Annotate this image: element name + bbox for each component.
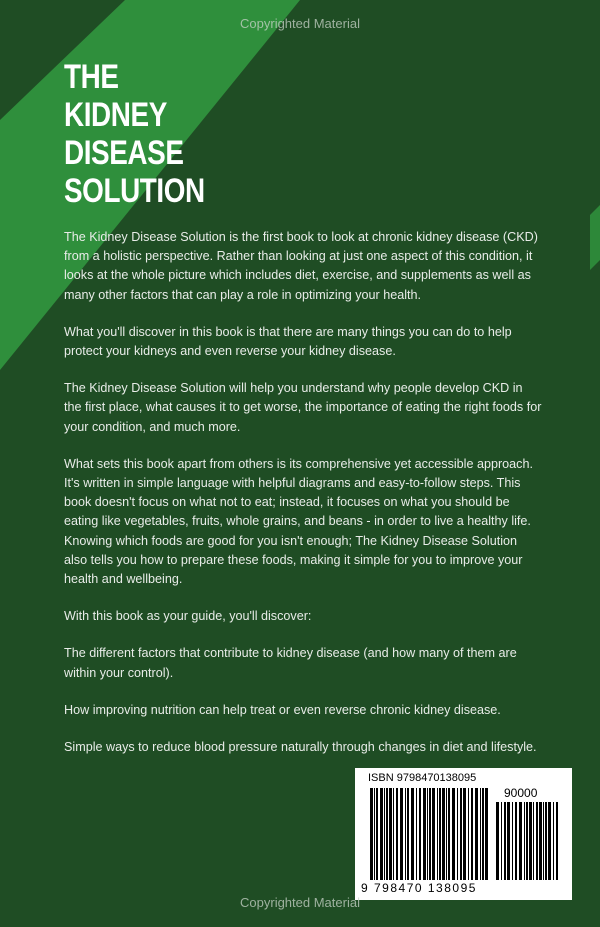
barcode-bar bbox=[452, 788, 455, 880]
barcode-bar bbox=[463, 788, 466, 880]
barcode-bar bbox=[457, 788, 458, 880]
price-code: 90000 bbox=[504, 786, 538, 800]
barcode-bar bbox=[526, 802, 528, 880]
barcode-bar bbox=[496, 802, 499, 880]
paragraph: The Kidney Disease Solution is the first book to look at chronic kidney disease (CKD) from a holistic perspective. Rather than looking at just one aspect of this condition, it looks at the whole picture which includes diet, exercise, and supplements as well as many other factors that can play a role in optimizing your health. bbox=[64, 230, 538, 302]
blurb-text bbox=[64, 228, 542, 775]
paragraph: Simple ways to reduce blood pressure naturally through changes in diet and lifestyle. bbox=[64, 740, 537, 755]
barcode-bar bbox=[471, 788, 473, 880]
book-title bbox=[64, 58, 205, 210]
barcode-bar bbox=[507, 802, 510, 880]
barcode-bar bbox=[376, 788, 378, 880]
barcode-bar bbox=[556, 802, 558, 880]
barcode-bar bbox=[475, 788, 478, 880]
barcode-bar bbox=[533, 802, 534, 880]
watermark-top: Copyrighted Material bbox=[240, 16, 360, 31]
barcode-bar bbox=[460, 788, 462, 880]
barcode-bar bbox=[485, 788, 488, 880]
barcode-bar bbox=[501, 802, 502, 880]
barcode-bar bbox=[374, 788, 375, 880]
title-line: THE bbox=[64, 58, 119, 96]
title-line: SOLUTION bbox=[64, 172, 205, 210]
barcode-bar bbox=[446, 788, 447, 880]
paragraph: What sets this book apart from others is its comprehensive yet accessible approach. It's written in simple language with helpful diagrams and easy-to-follow steps. This book doesn't focus on what not to eat; instead, it focuses on what you should be eating like vegetables, fruits, whole grains, and beans - in order to live a healthy life. Knowing which foods are good for you isn't enough; The Kidney Disease Solution also tells you how to prepare these foods, making it simple for you to improve your health and wellbeing. bbox=[64, 456, 533, 587]
barcode-bar bbox=[504, 802, 506, 880]
barcode-bar bbox=[545, 802, 547, 880]
barcode-bar bbox=[427, 788, 428, 880]
paragraph: The different factors that contribute to kidney disease (and how many of them are within your control). bbox=[64, 646, 517, 680]
paragraph: How improving nutrition can help treat or even reverse chronic kidney disease. bbox=[64, 702, 501, 717]
barcode-bar bbox=[553, 802, 554, 880]
barcode-bar bbox=[543, 802, 544, 880]
barcode-bar bbox=[411, 788, 414, 880]
barcode-bar bbox=[393, 788, 394, 880]
barcode-bar bbox=[512, 802, 513, 880]
title-line: DISEASE bbox=[64, 134, 184, 172]
barcode-bar bbox=[480, 788, 481, 880]
barcode-bar bbox=[548, 802, 551, 880]
barcode-bar bbox=[515, 802, 517, 880]
barcode-bar bbox=[439, 788, 441, 880]
barcode-bar bbox=[482, 788, 484, 880]
barcode-bar bbox=[429, 788, 431, 880]
barcode-bar bbox=[423, 788, 426, 880]
barcode-bar bbox=[400, 788, 403, 880]
barcode-bar bbox=[389, 788, 392, 880]
barcode-bar bbox=[419, 788, 421, 880]
barcode-digits: 9 798470 138095 bbox=[361, 881, 477, 895]
barcode-bar bbox=[468, 788, 469, 880]
barcode-bar bbox=[519, 802, 522, 880]
barcode-bar bbox=[380, 788, 383, 880]
barcode-bar bbox=[536, 802, 538, 880]
barcode-bar bbox=[442, 788, 445, 880]
barcode-bar bbox=[432, 788, 435, 880]
barcode-bar bbox=[448, 788, 450, 880]
barcode-bar bbox=[416, 788, 417, 880]
paragraph: With this book as your guide, you'll discover: bbox=[64, 609, 312, 624]
watermark-bottom: Copyrighted Material bbox=[240, 895, 360, 910]
paragraph: What you'll discover in this book is that there are many things you can do to help protect your kidneys and even reverse your kidney disease. bbox=[64, 324, 512, 359]
barcode-bar bbox=[396, 788, 398, 880]
barcode-bar bbox=[405, 788, 406, 880]
title-line: KIDNEY bbox=[64, 96, 167, 134]
barcode-bar bbox=[437, 788, 438, 880]
barcode-bar bbox=[524, 802, 525, 880]
paragraph: The Kidney Disease Solution will help you understand why people develop CKD in the first place, what causes it to get worse, the importance of eating the right foods for your condition, and much more. bbox=[64, 381, 542, 434]
barcode-bar bbox=[386, 788, 388, 880]
barcode-bar bbox=[384, 788, 385, 880]
barcode-bar bbox=[529, 802, 532, 880]
barcode-bar bbox=[407, 788, 409, 880]
barcode-panel bbox=[355, 768, 572, 900]
barcode-bar bbox=[370, 788, 373, 880]
isbn-label: ISBN 9798470138095 bbox=[368, 772, 477, 784]
barcode-bar bbox=[539, 802, 542, 880]
